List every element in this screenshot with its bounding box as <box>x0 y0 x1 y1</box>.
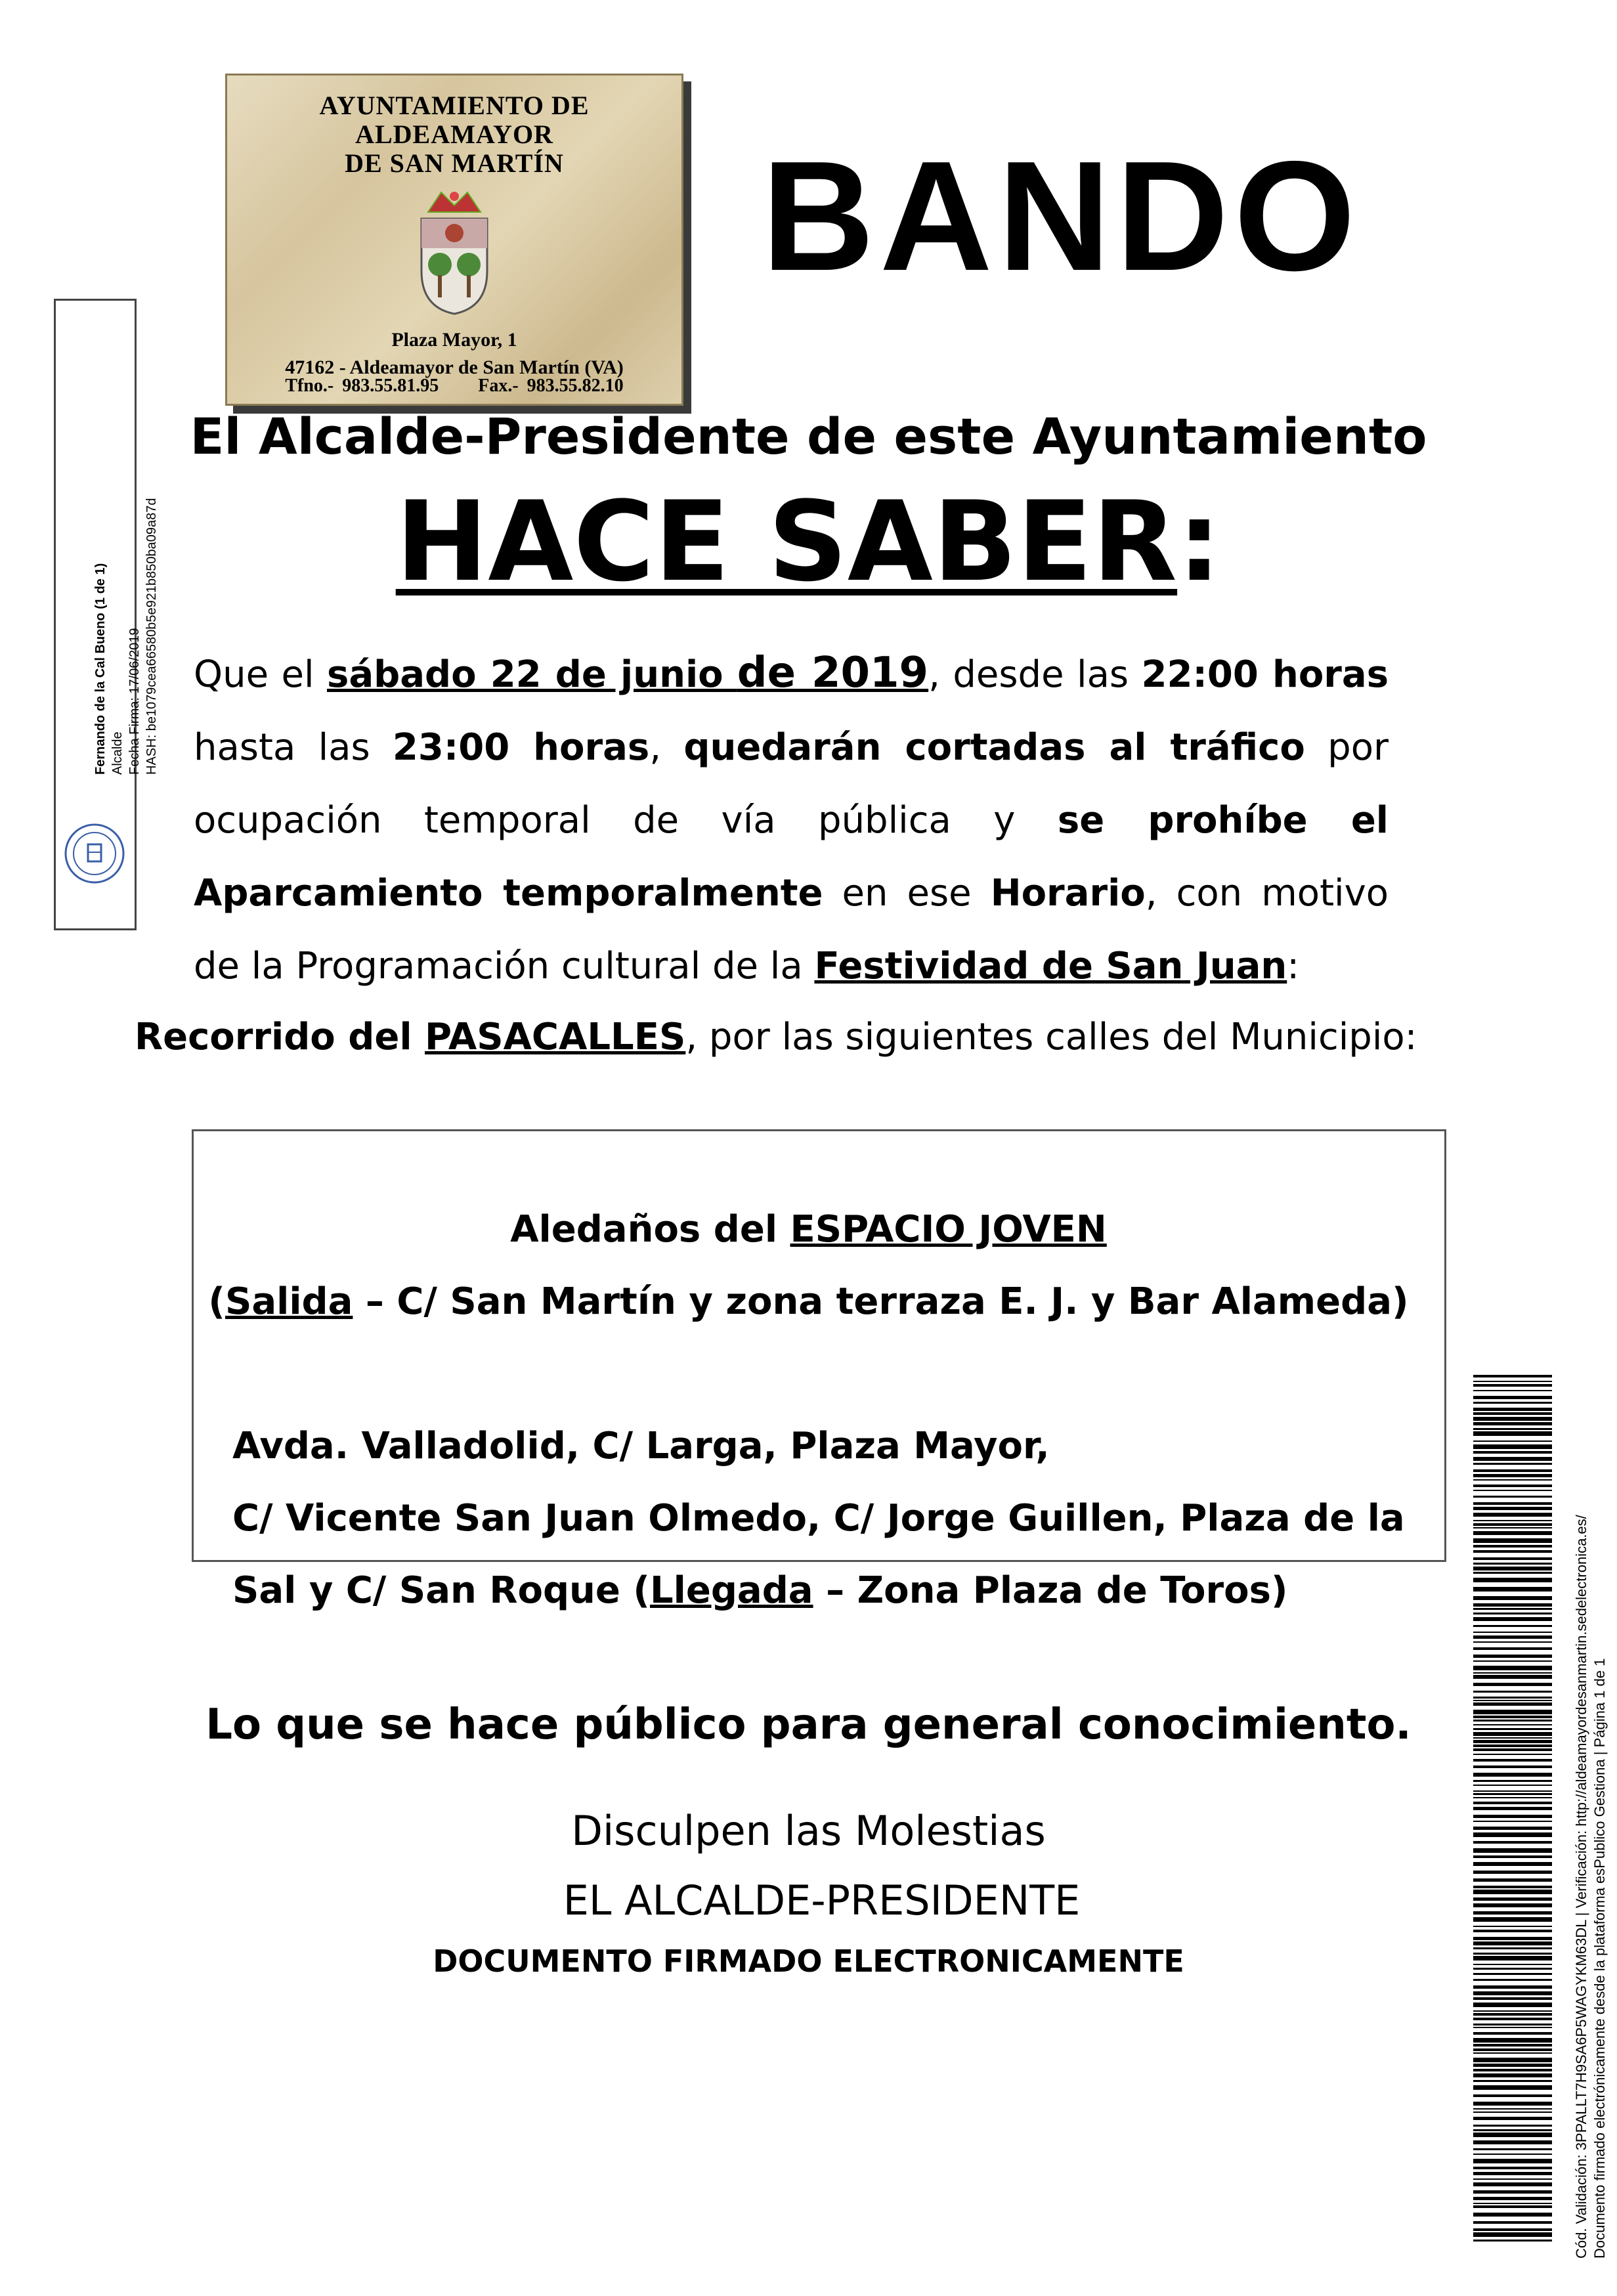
logo-contact <box>227 376 681 397</box>
closing-statement: Lo que se hace público para general conocimiento. <box>205 1700 1412 1749</box>
barcode-bar <box>1473 1862 1552 1866</box>
barcode-bar <box>1473 1855 1552 1858</box>
barcode-bar <box>1473 1617 1552 1621</box>
barcode-bar <box>1473 2003 1552 2007</box>
body-paragraph <box>194 637 1389 1003</box>
body-text: en ese <box>823 872 991 915</box>
barcode-bar <box>1473 1484 1552 1487</box>
barcode-bar <box>1473 1513 1552 1517</box>
barcode-bar <box>1473 1672 1552 1674</box>
coat-of-arms-icon <box>408 186 500 317</box>
barcode-bar <box>1473 1937 1552 1940</box>
barcode-bar <box>1473 2080 1552 2082</box>
barcode-bar <box>1473 1953 1552 1955</box>
barcode-bar <box>1473 1691 1552 1693</box>
barcode-bar <box>1473 1890 1552 1894</box>
barcode-bar <box>1473 2140 1552 2144</box>
barcode-bar <box>1473 1832 1552 1837</box>
hace-saber-heading <box>0 479 1617 604</box>
body-text: , desde las <box>928 653 1142 696</box>
barcode-bar <box>1473 1431 1552 1436</box>
barcode-bar <box>1473 1991 1552 1995</box>
barcode-bar <box>1473 2010 1552 2012</box>
barcode-bar <box>1473 2032 1552 2035</box>
barcode-bar <box>1473 1785 1552 1786</box>
barcode-bar <box>1473 1917 1552 1922</box>
subtitle: El Alcalde-Presidente de este Ayuntamiento <box>190 407 1427 466</box>
barcode-bar <box>1473 2228 1552 2231</box>
barcode-bar <box>1473 1523 1552 1526</box>
barcode-bar <box>1473 1402 1552 1404</box>
barcode-bar <box>1473 1655 1552 1658</box>
barcode-bar <box>1473 2178 1552 2180</box>
barcode-bar <box>1473 1550 1552 1553</box>
barcode-bar <box>1473 1716 1552 1718</box>
barcode-bar <box>1473 1417 1552 1421</box>
barcode-bar <box>1473 1985 1552 1989</box>
barcode-bar <box>1473 1496 1552 1498</box>
barcode-bar <box>1473 1632 1552 1633</box>
route-end-label: Llegada <box>649 1569 813 1612</box>
barcode-bar <box>1473 1802 1552 1804</box>
body-start-time: 22:00 horas <box>1141 653 1389 696</box>
barcode-bar <box>1473 1841 1552 1844</box>
barcode-bar <box>1473 1502 1552 1505</box>
barcode-bar <box>1473 1903 1552 1907</box>
barcode-bar <box>1473 2073 1552 2077</box>
barcode-bar <box>1473 1765 1552 1768</box>
barcode-bar <box>1473 1520 1552 1521</box>
barcode-bar <box>1473 1613 1552 1614</box>
logo-name-line: DE SAN MARTÍN <box>345 148 564 178</box>
barcode-bar <box>1473 1557 1552 1560</box>
signature-date: Fecha Firma: 17/06/2019 <box>127 628 142 775</box>
barcode-bar <box>1473 1956 1552 1960</box>
barcode-bar <box>1473 1848 1552 1853</box>
barcode-bar <box>1473 2159 1552 2163</box>
barcode-bar <box>1473 1490 1552 1491</box>
barcode-bar <box>1473 2221 1552 2224</box>
barcode-bar <box>1473 1563 1552 1565</box>
barcode-bar <box>1473 1724 1552 1725</box>
barcode-bar <box>1473 1911 1552 1915</box>
barcode-bar <box>1473 1997 1552 2000</box>
route-text: ( <box>208 1280 225 1323</box>
barcode-bar <box>1473 1720 1552 1722</box>
verification-code: Cód. Validación: 3PPALLT7H9SA6P5WAGYKM63DL | Verificación: http://aldeamayordesanmartin.sedelectronica.es/ <box>1573 1515 1589 2259</box>
logo-name-line: AYUNTAMIENTO DE <box>319 91 590 120</box>
body-year: de 2019 <box>737 649 929 697</box>
barcode-bar <box>1473 2038 1552 2043</box>
barcode-bar <box>1473 1422 1552 1425</box>
barcode-bar <box>1473 2044 1552 2047</box>
barcode-bar <box>1473 2094 1552 2097</box>
barcode-bar <box>1473 1759 1552 1762</box>
route-text: Aledaños del <box>510 1208 790 1251</box>
barcode-bar <box>1473 1797 1552 1798</box>
body-text: Que el <box>194 653 327 696</box>
barcode-bar <box>1473 1408 1552 1411</box>
barcode-bar <box>1473 1740 1552 1743</box>
barcode-bar <box>1473 1412 1552 1415</box>
barcode-bar <box>1473 1728 1552 1730</box>
barcode-bar <box>1473 2069 1552 2071</box>
body-text: por ocupación temporal de vía pública y <box>194 726 1389 842</box>
body-text: hasta las <box>194 726 393 769</box>
body-date: sábado 22 de junio <box>326 653 737 696</box>
route-line-3: Avda. Valladolid, C/ Larga, Plaza Mayor, <box>232 1425 1050 1467</box>
route-intro-event: PASACALLES <box>425 1016 686 1058</box>
body-schedule: Horario <box>990 872 1146 915</box>
barcode-bar <box>1473 1666 1552 1670</box>
barcode-bar <box>1473 1821 1552 1822</box>
barcode-bar <box>1473 2167 1552 2169</box>
logo-fax: Fax.- 983.55.82.10 <box>478 376 624 396</box>
logo-phone: Tfno.- 983.55.81.95 <box>285 376 439 396</box>
barcode-bar <box>1473 1926 1552 1927</box>
route-line-5 <box>232 1558 1288 1624</box>
barcode-bar <box>1473 2027 1552 2028</box>
barcode-bar <box>1473 2112 1552 2113</box>
barcode-bar <box>1473 2024 1552 2025</box>
barcode-bar <box>1473 2190 1552 2194</box>
barcode-bar <box>1473 2102 1552 2106</box>
barcode-bar <box>1473 1780 1552 1782</box>
signer-name: Fernando de la Cal Bueno (1 de 1) <box>93 563 108 775</box>
barcode-bar <box>1473 1390 1552 1391</box>
barcode-bar <box>1473 1647 1552 1650</box>
barcode-bar <box>1473 1428 1552 1430</box>
barcode-bar <box>1473 2154 1552 2155</box>
barcode-bar <box>1473 2240 1552 2242</box>
route-start-place: ESPACIO JOVEN <box>790 1208 1107 1251</box>
barcode-bar <box>1473 1572 1552 1574</box>
route-intro-text: , por las siguientes calles del Municipio: <box>685 1016 1417 1058</box>
barcode-bar <box>1473 1941 1552 1945</box>
route-line-1 <box>0 1197 1617 1263</box>
barcode-bar <box>1473 1469 1552 1472</box>
barcode-bar <box>1473 1440 1552 1442</box>
barcode-bar <box>1473 2108 1552 2110</box>
body-text: , con motivo de la Programación cultural de la <box>194 872 1389 987</box>
barcode-bar <box>1473 1964 1552 1965</box>
verification-platform: Documento firmado electrónicamente desde la plataforma esPublico Gestiona | Página 1 de 1 <box>1591 1658 1608 2259</box>
signature-hash: HASH: be1079cea66580b5e921b850ba09a87d <box>144 498 159 775</box>
body-traffic-cut: quedarán cortadas al tráfico <box>683 726 1305 769</box>
barcode-bar <box>1473 2172 1552 2175</box>
barcode-bar <box>1473 2125 1552 2127</box>
logo-name <box>227 91 681 178</box>
route-text: Sal y C/ San Roque ( <box>232 1569 650 1612</box>
body-parking-ban: se prohíbe el Aparcamiento temporalmente <box>194 799 1389 915</box>
barcode-bar <box>1473 1897 1552 1901</box>
body-end-time: 23:00 horas <box>392 726 650 769</box>
barcode-bar <box>1473 1947 1552 1949</box>
town-hall-logo <box>225 74 683 406</box>
barcode-bar <box>1473 1507 1552 1510</box>
barcode-bar <box>1473 1545 1552 1548</box>
barcode-bar <box>1473 2052 1552 2054</box>
barcode-bar <box>1473 1457 1552 1461</box>
barcode-bar <box>1473 1625 1552 1627</box>
barcode-bar <box>1473 1979 1552 1981</box>
body-festivity: Festividad de San Juan <box>814 945 1287 987</box>
route-line-4: C/ Vicente San Juan Olmedo, C/ Jorge Guillen, Plaza de la <box>232 1497 1405 1540</box>
barcode-bar <box>1473 1538 1552 1543</box>
barcode-bar <box>1473 1578 1552 1582</box>
barcode-bar <box>1473 2064 1552 2067</box>
barcode-bar <box>1473 2148 1552 2150</box>
verification-text <box>1572 1515 1609 2259</box>
barcode-bar <box>1473 2129 1552 2131</box>
barcode-bar <box>1473 1479 1552 1481</box>
barcode-bar <box>1473 1807 1552 1810</box>
barcode-bar <box>1473 1737 1552 1739</box>
route-line-2 <box>0 1269 1617 1335</box>
barcode-bar <box>1473 1384 1552 1387</box>
logo-address-line1: Plaza Mayor, 1 <box>391 329 517 351</box>
barcode-bar <box>1473 1878 1552 1882</box>
barcode-bar <box>1473 1930 1552 1932</box>
barcode-bar <box>1473 1968 1552 1970</box>
barcode-bar <box>1473 1463 1552 1465</box>
barcode-bar <box>1473 1451 1552 1454</box>
barcode-bar <box>1473 1710 1552 1714</box>
barcode-bar <box>1473 1608 1552 1610</box>
barcode-bar <box>1473 1815 1552 1818</box>
route-intro <box>135 1005 1417 1070</box>
barcode-bar <box>1473 2205 1552 2208</box>
barcode-bar <box>1473 1732 1552 1736</box>
barcode-icon <box>1473 1375 1552 2242</box>
barcode-bar <box>1473 1567 1552 1570</box>
barcode-bar <box>1473 1396 1552 1399</box>
barcode-bar <box>1473 1527 1552 1528</box>
barcode-bar <box>1473 1531 1552 1535</box>
electronic-signature-note: DOCUMENTO FIRMADO ELECTRONICAMENTE <box>433 1943 1184 1979</box>
barcode-bar <box>1473 1444 1552 1449</box>
barcode-bar <box>1473 1886 1552 1888</box>
body-text: , <box>649 726 684 769</box>
barcode-bar <box>1473 2085 1552 2090</box>
barcode-bar <box>1473 1596 1552 1600</box>
apology-line: Disculpen las Molestias <box>571 1807 1046 1855</box>
barcode-bar <box>1473 2058 1552 2062</box>
barcode-bar <box>1473 2213 1552 2217</box>
hace-saber-colon: : <box>1177 477 1222 606</box>
barcode-bar <box>1473 1702 1552 1706</box>
barcode-bar <box>1473 1827 1552 1830</box>
route-text: – C/ San Martín y zona terraza E. J. y Bar Alameda) <box>353 1280 1409 1323</box>
barcode-bar <box>1473 1474 1552 1477</box>
signer-title: EL ALCALDE-PRESIDENTE <box>563 1876 1081 1924</box>
signer-role: Alcalde <box>110 731 125 775</box>
barcode-bar <box>1473 1748 1552 1751</box>
barcode-bar <box>1473 2133 1552 2137</box>
municipal-seal-icon <box>63 822 126 885</box>
barcode-bar <box>1473 1641 1552 1643</box>
barcode-bar <box>1473 2018 1552 2020</box>
route-start-label: Salida <box>225 1280 353 1323</box>
barcode-bar <box>1473 2203 1552 2204</box>
barcode-bar <box>1473 1744 1552 1747</box>
barcode-bar <box>1473 1660 1552 1662</box>
barcode-bar <box>1473 2182 1552 2186</box>
hace-saber-text: HACE SABER <box>395 477 1178 606</box>
barcode-bar <box>1473 1773 1552 1777</box>
barcode-bar <box>1473 1973 1552 1975</box>
barcode-bar <box>1473 1697 1552 1699</box>
barcode-bar <box>1473 1793 1552 1795</box>
logo-name-line: ALDEAMAYOR <box>355 119 553 149</box>
logo-address <box>227 326 681 381</box>
barcode-bar <box>1473 2197 1552 2200</box>
barcode-bar <box>1473 1683 1552 1686</box>
barcode-bar <box>1473 1700 1552 1701</box>
route-text: – Zona Plaza de Toros) <box>813 1569 1288 1612</box>
barcode-bar <box>1473 1381 1552 1382</box>
barcode-bar <box>1473 1754 1552 1755</box>
logo-address-line2: 47162 - Aldeamayor de San Martín (VA) <box>285 357 624 378</box>
barcode-bar <box>1473 2232 1552 2237</box>
barcode-bar <box>1473 2013 1552 2016</box>
barcode-bar <box>1473 1603 1552 1607</box>
barcode-bar <box>1473 1790 1552 1792</box>
barcode-bar <box>1473 1587 1552 1592</box>
barcode-bar <box>1473 2117 1552 2120</box>
barcode-bar <box>1473 1675 1552 1679</box>
body-text: : <box>1287 945 1300 987</box>
barcode-bar <box>1473 2048 1552 2051</box>
barcode-bar <box>1473 1635 1552 1639</box>
document-title: BANDO <box>762 129 1361 303</box>
barcode-bar <box>1473 1871 1552 1874</box>
route-intro-label: Recorrido del <box>135 1016 425 1058</box>
barcode-bar <box>1473 1375 1552 1377</box>
